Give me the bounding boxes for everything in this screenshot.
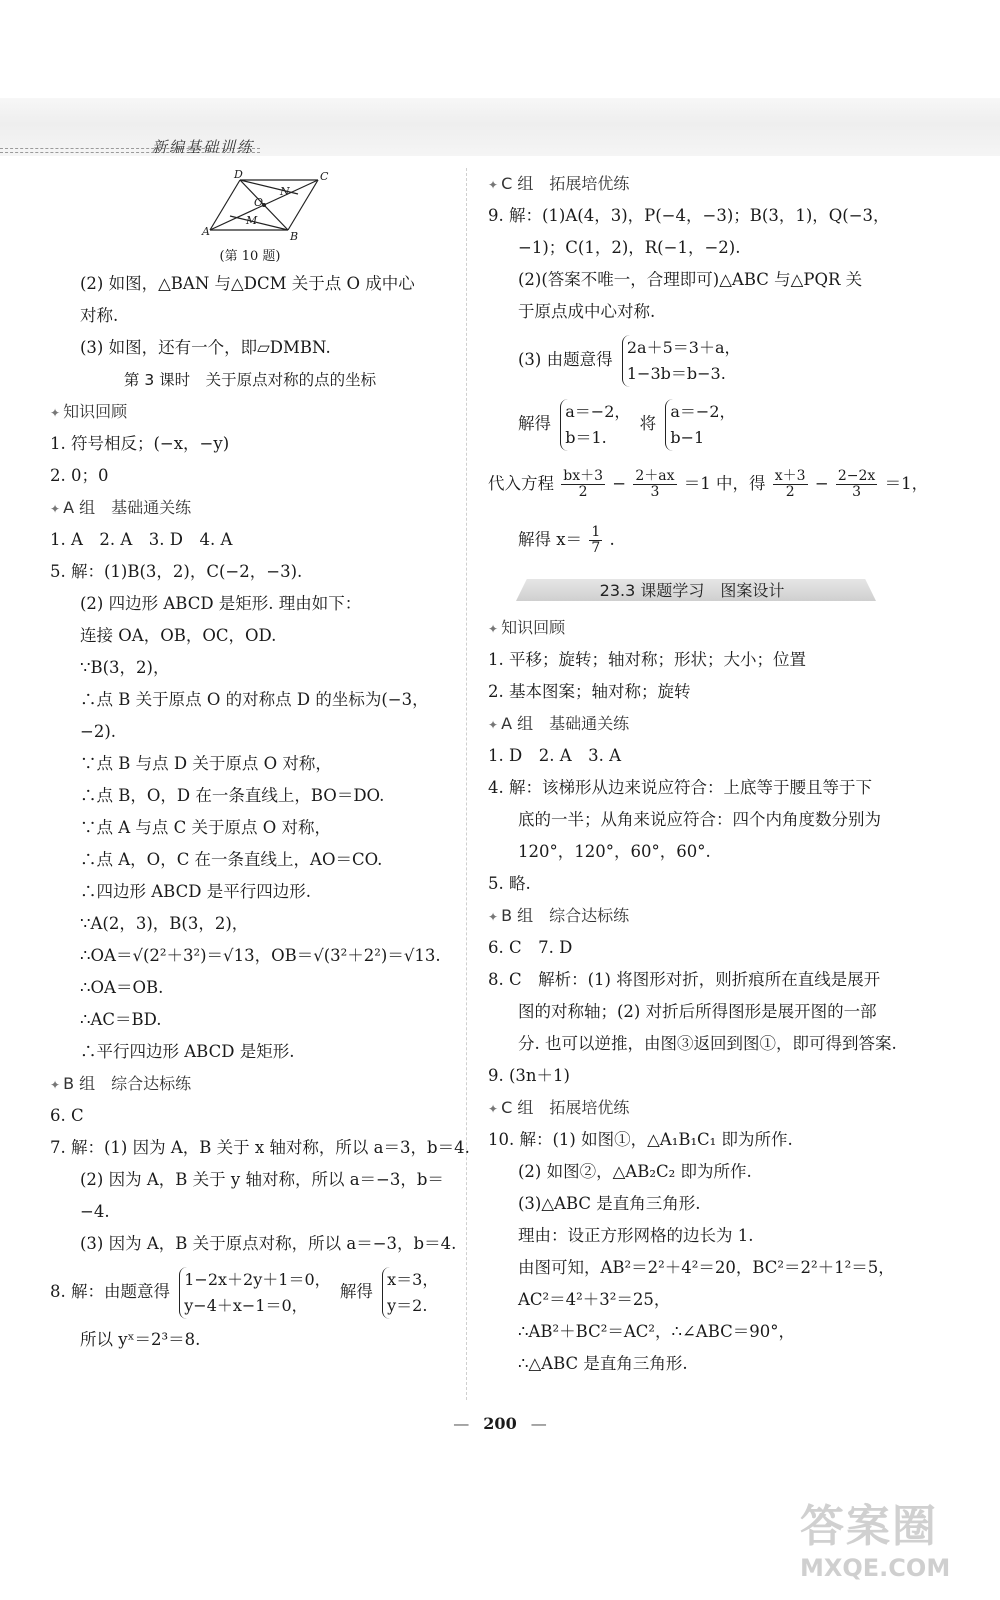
diamond-icon: ✦ bbox=[50, 1078, 61, 1092]
section-heading: ✦ C 组 拓展培优练 bbox=[488, 1098, 630, 1117]
equation-line: 解得 x＝ $\frac{1}{7}$ . bbox=[518, 524, 615, 556]
answer-line: 8. C 解析：(1) 将图形对折，则折痕所在直线是展开 bbox=[488, 970, 881, 989]
label-b: B bbox=[290, 230, 299, 243]
system-line: (3) 由题意得 2a＋5＝3＋a， 1−3b＝b−3. bbox=[488, 328, 896, 392]
text-line: (3)△ABC 是直角三角形. bbox=[518, 1194, 701, 1213]
column-divider bbox=[466, 168, 467, 1400]
label-a: A bbox=[202, 225, 210, 238]
section-heading: ✦ C 组 拓展培优练 bbox=[488, 174, 630, 193]
system-line: 解得 a＝−2， b＝1. 将 a＝−2， b−1 bbox=[488, 392, 896, 456]
section-heading: ✦ A 组 基础通关练 bbox=[488, 714, 630, 733]
text-line: 由图可知，AB²＝2²＋4²＝20，BC²＝2²＋1²＝5， bbox=[518, 1258, 895, 1277]
text-fragment: 解得 bbox=[339, 1282, 373, 1301]
text-line: ∴AC＝BD. bbox=[80, 1010, 162, 1029]
text-line: 于原点成中心对称. bbox=[518, 302, 656, 321]
text-line: ∵A(2，3)，B(3，2)， bbox=[80, 914, 249, 933]
brand-title: 新编基础训练 bbox=[152, 138, 255, 156]
label-d: D bbox=[234, 168, 243, 181]
equation-line: 代入方程 $\frac{bx+3}{2}$ − $\frac{2+ax}{3}$ ＝1 中，得 $\frac{x+3}{2}$ − $\frac{2-2x}{3}$ ＝1， bbox=[488, 468, 929, 500]
equation-system: 1−2x＋2y＋1＝0， y−4＋x−1＝0， bbox=[179, 1267, 330, 1319]
watermark-logo bbox=[800, 1490, 990, 1590]
answer-line-system bbox=[50, 1260, 450, 1324]
fraction: $\frac{2+ax}{3}$ bbox=[635, 468, 675, 500]
text-line: 理由：设正方形网格的边长为 1. bbox=[518, 1226, 754, 1245]
section-banner: 23.3 课题学习 图案设计 bbox=[488, 574, 896, 608]
text-line: ∵B(3，2)， bbox=[80, 658, 170, 677]
header-band bbox=[0, 98, 1000, 156]
text-line: 图的对称轴；(2) 对折后所得图形是展开图的一部 bbox=[518, 1002, 877, 1021]
fraction: $\frac{x+3}{2}$ bbox=[774, 468, 806, 500]
text-line: ∴OA＝OB. bbox=[80, 978, 164, 997]
text-line: ∴△ABC 是直角三角形. bbox=[518, 1354, 688, 1373]
section-heading: ✦ 知识回顾 bbox=[50, 402, 128, 421]
answer-line: 1. 平移；旋转；轴对称；形状；大小；位置 bbox=[488, 650, 806, 669]
text-line: −1)；C(1，2)，R(−1，−2). bbox=[518, 238, 741, 257]
text-line: (2)(答案不唯一，合理即可)△ABC 与△PQR 关 bbox=[518, 270, 863, 289]
section-heading: ✦ 知识回顾 bbox=[488, 618, 566, 637]
fraction: $\frac{bx+3}{2}$ bbox=[563, 468, 604, 500]
answer-line: 6. C 7. D bbox=[488, 938, 573, 957]
parallelogram-diagram bbox=[50, 168, 450, 246]
diamond-icon: ✦ bbox=[488, 622, 499, 636]
answer-line: 9. 解：(1)A(4，3)，P(−4，−3)；B(3，1)，Q(−3， bbox=[488, 206, 890, 225]
text-line: (2) 因为 A，B 关于 y 轴对称，所以 a＝−3，b＝ bbox=[80, 1170, 444, 1189]
answer-line: 1. D 2. A 3. A bbox=[488, 746, 622, 765]
text-line: ∵点 A 与点 C 关于原点 O 对称， bbox=[80, 818, 332, 837]
text-line: 对称. bbox=[80, 306, 119, 325]
answer-line: 6. C bbox=[50, 1106, 84, 1125]
diamond-icon: ✦ bbox=[50, 406, 61, 420]
page-number: — 200 — bbox=[453, 1414, 547, 1433]
answer-line: 5. 略. bbox=[488, 874, 531, 893]
diamond-icon: ✦ bbox=[50, 502, 61, 516]
text-line: 分. 也可以逆推，由图③返回到图①，即可得到答案. bbox=[518, 1034, 897, 1053]
lesson-title: 第 3 课时 关于原点对称的点的坐标 bbox=[123, 371, 377, 389]
answer-line: 4. 解：该梯形从边来说应符合：上底等于腰且等于下 bbox=[488, 778, 872, 797]
answer-line: 5. 解：(1)B(3，2)，C(−2，−3). bbox=[50, 562, 303, 581]
label-c: C bbox=[320, 170, 329, 183]
text-line: 所以 yˣ＝2³＝8. bbox=[80, 1330, 201, 1349]
section-heading: ✦ B 组 综合达标练 bbox=[488, 906, 630, 925]
label-o: O bbox=[254, 196, 264, 209]
text-line: −4. bbox=[80, 1202, 110, 1221]
answer-line: 7. 解：(1) 因为 A，B 关于 x 轴对称，所以 a＝3，b＝4. bbox=[50, 1138, 470, 1157]
answer-line: 2. 基本图案；轴对称；旋转 bbox=[488, 682, 691, 701]
answer-line: 2. 0；0 bbox=[50, 466, 109, 485]
text-line: (2) 如图②，△AB₂C₂ 即为所作. bbox=[518, 1162, 752, 1181]
figure-10 bbox=[50, 168, 450, 246]
text-fragment: 8. 解：由题意得 bbox=[50, 1282, 170, 1301]
answer-line: 1. 符号相反；(−x，−y) bbox=[50, 434, 230, 453]
diamond-icon: ✦ bbox=[488, 178, 499, 192]
equation-system: a＝−2， b−1 bbox=[665, 399, 735, 451]
text-line: ∴OA＝√(2²＋3²)＝√13，OB＝√(3²＋2²)＝√13. bbox=[80, 946, 441, 965]
label-m: M bbox=[246, 214, 258, 227]
fraction: $\frac{1}{7}$ bbox=[591, 524, 601, 556]
diamond-icon: ✦ bbox=[488, 718, 499, 732]
equation-system: 2a＋5＝3＋a， 1−3b＝b−3. bbox=[622, 335, 741, 387]
text-line: ∴AB²＋BC²＝AC²，∴∠ABC＝90°， bbox=[518, 1322, 796, 1341]
diamond-icon: ✦ bbox=[488, 1102, 499, 1116]
text-line: −2). bbox=[80, 722, 117, 741]
text-line: 底的一半；从角来说应符合：四个内角度数分别为 bbox=[518, 810, 881, 829]
text-line: AC²＝4²＋3²＝25， bbox=[518, 1290, 671, 1309]
text-line: ∴点 B，O，D 在一条直线上，BO＝DO. bbox=[80, 786, 385, 805]
section-heading: ✦ A 组 基础通关练 bbox=[50, 498, 192, 517]
answer-line: 1. A 2. A 3. D 4. A bbox=[50, 530, 233, 549]
text-line: ∴四边形 ABCD 是平行四边形. bbox=[80, 882, 311, 901]
text-line: ∵点 B 与点 D 关于原点 O 对称， bbox=[80, 754, 332, 773]
text-line: (3) 因为 A，B 关于原点对称，所以 a＝−3，b＝4. bbox=[80, 1234, 457, 1253]
figure-caption: (第 10 题) bbox=[219, 249, 281, 264]
text-line: ∴点 B 关于原点 O 的对称点 D 的坐标为(−3， bbox=[80, 690, 429, 709]
left-column bbox=[50, 168, 470, 1356]
watermark-text: 答案圈 bbox=[800, 1501, 938, 1552]
text-line: (3) 如图，还有一个，即▱DMBN. bbox=[80, 338, 331, 357]
text-line: (2) 如图，△BAN 与△DCM 关于点 O 成中心 bbox=[80, 274, 415, 293]
text-line: 连接 OA，OB，OC，OD. bbox=[80, 626, 277, 645]
equation-system: x＝3， y＝2. bbox=[382, 1267, 438, 1319]
text-line: ∴平行四边形 ABCD 是矩形. bbox=[80, 1042, 295, 1061]
fraction: $\frac{2-2x}{3}$ bbox=[837, 468, 876, 500]
answer-line: 10. 解：(1) 如图①，△A₁B₁C₁ 即为所作. bbox=[488, 1130, 793, 1149]
text-line: ∴点 A，O，C 在一条直线上，AO＝CO. bbox=[80, 850, 383, 869]
text-line: 120°，120°，60°，60°. bbox=[518, 842, 711, 861]
equation-system: a＝−2， b＝1. bbox=[560, 399, 630, 451]
diamond-icon: ✦ bbox=[488, 910, 499, 924]
watermark-url: MXQE.COM bbox=[800, 1554, 951, 1582]
label-n: N bbox=[280, 185, 290, 198]
answer-line: 9. (3n＋1) bbox=[488, 1066, 570, 1085]
text-line: (2) 四边形 ABCD 是矩形. 理由如下： bbox=[80, 594, 362, 613]
right-column bbox=[488, 168, 929, 1380]
section-heading: ✦ B 组 综合达标练 bbox=[50, 1074, 192, 1093]
